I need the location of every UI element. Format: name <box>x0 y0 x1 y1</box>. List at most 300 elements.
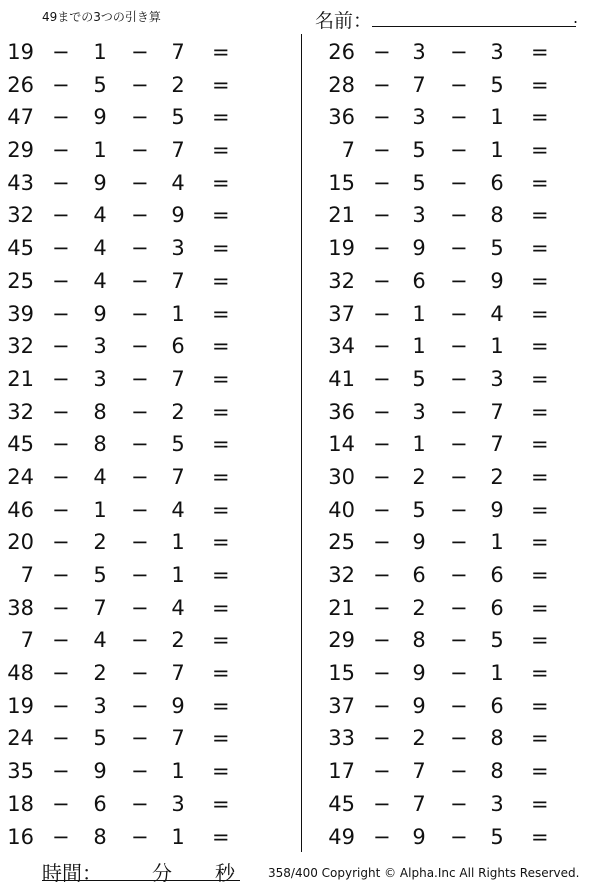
minus-sign: − <box>52 334 70 359</box>
second-number: 7 <box>412 791 426 816</box>
minus-sign: − <box>373 72 391 97</box>
minus-sign: − <box>52 595 70 620</box>
first-number: 25 <box>328 530 355 555</box>
equals-sign: = <box>212 661 230 686</box>
third-number: 5 <box>171 105 185 130</box>
minus-sign: − <box>450 40 468 64</box>
equals-sign: = <box>531 399 549 424</box>
equals-sign: = <box>531 661 549 686</box>
minus-sign: − <box>373 563 391 587</box>
equals-sign: = <box>212 628 230 653</box>
minus-sign: − <box>52 726 70 751</box>
first-number: 15 <box>328 661 355 686</box>
first-number: 25 <box>7 268 34 293</box>
third-number: 1 <box>171 563 185 587</box>
first-number: 28 <box>328 72 355 97</box>
first-number: 21 <box>328 595 355 620</box>
first-number: 21 <box>7 366 34 391</box>
minus-sign: − <box>373 40 391 64</box>
minus-sign: − <box>131 661 149 686</box>
minus-sign: − <box>373 366 391 391</box>
minus-sign: − <box>373 530 391 555</box>
minus-sign: − <box>373 759 391 784</box>
second-number: 9 <box>93 301 107 326</box>
minus-sign: − <box>373 138 391 163</box>
minus-sign: − <box>373 170 391 195</box>
second-number: 3 <box>93 366 107 391</box>
third-number: 6 <box>171 334 185 359</box>
second-number: 5 <box>93 563 107 587</box>
minus-sign: − <box>52 530 70 555</box>
second-number: 4 <box>93 628 107 653</box>
third-number: 3 <box>171 791 185 816</box>
second-number: 1 <box>93 497 107 522</box>
second-number: 7 <box>412 759 426 784</box>
first-number: 34 <box>328 334 355 359</box>
third-number: 7 <box>171 661 185 686</box>
third-number: 1 <box>490 334 504 359</box>
equals-sign: = <box>531 530 549 555</box>
equals-sign: = <box>212 595 230 620</box>
equals-sign: = <box>531 563 549 587</box>
equals-sign: = <box>212 203 230 228</box>
equals-sign: = <box>212 530 230 555</box>
first-number: 45 <box>7 432 34 457</box>
minus-sign: − <box>131 791 149 816</box>
first-number: 26 <box>7 72 34 97</box>
second-number: 5 <box>93 726 107 751</box>
minus-sign: − <box>52 563 70 587</box>
minus-sign: − <box>373 105 391 130</box>
minus-sign: − <box>373 824 391 849</box>
second-number: 1 <box>93 138 107 163</box>
third-number: 4 <box>171 497 185 522</box>
second-number: 6 <box>412 563 426 587</box>
second-number: 9 <box>93 170 107 195</box>
second-number: 3 <box>412 40 426 64</box>
first-number: 19 <box>7 40 34 64</box>
minus-sign: − <box>450 203 468 228</box>
first-number: 15 <box>328 170 355 195</box>
minus-sign: − <box>373 236 391 261</box>
third-number: 4 <box>490 301 504 326</box>
minus-sign: − <box>131 563 149 587</box>
time-underline <box>42 880 240 881</box>
second-number: 3 <box>93 334 107 359</box>
first-number: 32 <box>7 399 34 424</box>
third-number: 7 <box>171 464 185 489</box>
third-number: 8 <box>490 759 504 784</box>
minus-sign: − <box>131 464 149 489</box>
equals-sign: = <box>531 268 549 293</box>
minus-sign: − <box>52 464 70 489</box>
minus-sign: − <box>131 693 149 718</box>
minus-sign: − <box>131 138 149 163</box>
second-number: 2 <box>412 464 426 489</box>
name-field-line[interactable] <box>372 26 576 27</box>
seconds-label: 秒 <box>215 861 235 885</box>
first-number: 29 <box>7 138 34 163</box>
second-number: 8 <box>93 399 107 424</box>
minus-sign: − <box>450 334 468 359</box>
first-number: 14 <box>328 432 355 457</box>
third-number: 7 <box>171 138 185 163</box>
second-number: 9 <box>412 530 426 555</box>
minus-sign: − <box>131 628 149 653</box>
minus-sign: − <box>131 72 149 97</box>
first-number: 41 <box>328 366 355 391</box>
minus-sign: − <box>373 497 391 522</box>
name-label: 名前： <box>315 10 373 32</box>
first-number: 29 <box>328 628 355 653</box>
second-number: 6 <box>412 268 426 293</box>
equals-sign: = <box>531 40 549 64</box>
name-field-dot: . <box>573 8 579 27</box>
equals-sign: = <box>212 170 230 195</box>
minus-sign: − <box>373 203 391 228</box>
minus-sign: − <box>373 726 391 751</box>
minus-sign: − <box>52 693 70 718</box>
minus-sign: − <box>52 138 70 163</box>
second-number: 2 <box>93 530 107 555</box>
minus-sign: − <box>131 595 149 620</box>
copyright-text: 358/400 Copyright © Alpha.Inc All Rights Reserved. <box>268 866 580 880</box>
first-number: 37 <box>328 693 355 718</box>
second-number: 1 <box>412 301 426 326</box>
second-number: 2 <box>412 595 426 620</box>
minus-sign: − <box>450 72 468 97</box>
minus-sign: − <box>131 530 149 555</box>
minus-sign: − <box>131 301 149 326</box>
minus-sign: − <box>450 301 468 326</box>
minus-sign: − <box>131 759 149 784</box>
minus-sign: − <box>52 399 70 424</box>
third-number: 7 <box>171 40 185 64</box>
equals-sign: = <box>531 824 549 849</box>
minus-sign: − <box>450 530 468 555</box>
first-number: 32 <box>7 334 34 359</box>
first-number: 32 <box>328 563 355 587</box>
first-number: 24 <box>7 464 34 489</box>
third-number: 2 <box>490 464 504 489</box>
second-number: 5 <box>412 366 426 391</box>
minus-sign: − <box>52 661 70 686</box>
third-number: 2 <box>171 628 185 653</box>
minus-sign: − <box>450 268 468 293</box>
minus-sign: − <box>450 563 468 587</box>
third-number: 1 <box>490 530 504 555</box>
minus-sign: − <box>450 595 468 620</box>
third-number: 1 <box>490 138 504 163</box>
third-number: 4 <box>171 595 185 620</box>
minus-sign: − <box>52 40 70 64</box>
minus-sign: − <box>131 726 149 751</box>
minus-sign: − <box>373 595 391 620</box>
equals-sign: = <box>212 40 230 64</box>
minus-sign: − <box>373 432 391 457</box>
time-label: 時間： <box>42 861 102 885</box>
third-number: 7 <box>490 399 504 424</box>
first-number: 32 <box>328 268 355 293</box>
minus-sign: − <box>450 236 468 261</box>
first-number: 38 <box>7 595 34 620</box>
minutes-label: 分 <box>152 861 172 885</box>
third-number: 3 <box>490 791 504 816</box>
equals-sign: = <box>212 72 230 97</box>
minus-sign: − <box>450 138 468 163</box>
equals-sign: = <box>531 693 549 718</box>
second-number: 9 <box>93 759 107 784</box>
third-number: 7 <box>490 432 504 457</box>
first-number: 46 <box>7 497 34 522</box>
second-number: 4 <box>93 203 107 228</box>
minus-sign: − <box>131 105 149 130</box>
second-number: 9 <box>93 105 107 130</box>
equals-sign: = <box>212 334 230 359</box>
third-number: 7 <box>171 726 185 751</box>
minus-sign: − <box>450 366 468 391</box>
second-number: 6 <box>93 791 107 816</box>
first-number: 19 <box>328 236 355 261</box>
equals-sign: = <box>212 464 230 489</box>
minus-sign: − <box>450 693 468 718</box>
minus-sign: − <box>52 497 70 522</box>
equals-sign: = <box>531 170 549 195</box>
minus-sign: − <box>373 301 391 326</box>
third-number: 4 <box>171 170 185 195</box>
second-number: 3 <box>412 203 426 228</box>
second-number: 3 <box>412 399 426 424</box>
minus-sign: − <box>52 105 70 130</box>
minus-sign: − <box>450 824 468 849</box>
minus-sign: − <box>450 497 468 522</box>
minus-sign: − <box>52 268 70 293</box>
minus-sign: − <box>450 791 468 816</box>
second-number: 5 <box>412 138 426 163</box>
first-number: 19 <box>7 693 34 718</box>
third-number: 8 <box>490 726 504 751</box>
first-number: 17 <box>328 759 355 784</box>
first-number: 32 <box>7 203 34 228</box>
equals-sign: = <box>212 236 230 261</box>
minus-sign: − <box>52 432 70 457</box>
minus-sign: − <box>52 72 70 97</box>
equals-sign: = <box>212 399 230 424</box>
minus-sign: − <box>52 236 70 261</box>
third-number: 6 <box>490 595 504 620</box>
second-number: 8 <box>93 824 107 849</box>
first-number: 26 <box>328 40 355 64</box>
first-number: 47 <box>7 105 34 130</box>
second-number: 9 <box>412 661 426 686</box>
second-number: 5 <box>412 170 426 195</box>
minus-sign: − <box>450 726 468 751</box>
third-number: 5 <box>490 824 504 849</box>
third-number: 5 <box>490 236 504 261</box>
equals-sign: = <box>212 105 230 130</box>
first-number: 7 <box>20 563 34 587</box>
first-number: 49 <box>328 824 355 849</box>
third-number: 3 <box>490 40 504 64</box>
first-number: 35 <box>7 759 34 784</box>
minus-sign: − <box>131 40 149 64</box>
second-number: 2 <box>93 661 107 686</box>
equals-sign: = <box>212 497 230 522</box>
second-number: 9 <box>412 236 426 261</box>
equals-sign: = <box>531 301 549 326</box>
minus-sign: − <box>450 759 468 784</box>
first-number: 43 <box>7 170 34 195</box>
minus-sign: − <box>131 203 149 228</box>
second-number: 5 <box>412 497 426 522</box>
second-number: 3 <box>412 105 426 130</box>
third-number: 5 <box>171 432 185 457</box>
equals-sign: = <box>531 72 549 97</box>
first-number: 30 <box>328 464 355 489</box>
first-number: 39 <box>7 301 34 326</box>
first-number: 36 <box>328 399 355 424</box>
second-number: 9 <box>412 824 426 849</box>
first-number: 7 <box>20 628 34 653</box>
equals-sign: = <box>212 791 230 816</box>
minus-sign: − <box>52 628 70 653</box>
third-number: 1 <box>171 824 185 849</box>
third-number: 1 <box>171 759 185 784</box>
first-number: 45 <box>328 791 355 816</box>
second-number: 1 <box>412 432 426 457</box>
minus-sign: − <box>450 628 468 653</box>
minus-sign: − <box>52 366 70 391</box>
first-number: 18 <box>7 791 34 816</box>
minus-sign: − <box>373 791 391 816</box>
second-number: 7 <box>93 595 107 620</box>
equals-sign: = <box>212 759 230 784</box>
equals-sign: = <box>212 726 230 751</box>
equals-sign: = <box>212 268 230 293</box>
equals-sign: = <box>531 105 549 130</box>
minus-sign: − <box>373 661 391 686</box>
minus-sign: − <box>131 236 149 261</box>
minus-sign: − <box>52 791 70 816</box>
equals-sign: = <box>531 334 549 359</box>
equals-sign: = <box>531 791 549 816</box>
third-number: 9 <box>171 693 185 718</box>
worksheet-title: 49までの3つの引き算 <box>42 10 161 24</box>
third-number: 7 <box>171 268 185 293</box>
minus-sign: − <box>450 464 468 489</box>
third-number: 9 <box>490 497 504 522</box>
equals-sign: = <box>212 824 230 849</box>
first-number: 33 <box>328 726 355 751</box>
third-number: 3 <box>171 236 185 261</box>
second-number: 5 <box>93 72 107 97</box>
first-number: 20 <box>7 530 34 555</box>
third-number: 8 <box>490 203 504 228</box>
second-number: 4 <box>93 236 107 261</box>
first-number: 36 <box>328 105 355 130</box>
second-number: 2 <box>412 726 426 751</box>
first-number: 21 <box>328 203 355 228</box>
second-number: 8 <box>412 628 426 653</box>
second-number: 9 <box>412 693 426 718</box>
first-number: 45 <box>7 236 34 261</box>
equals-sign: = <box>531 366 549 391</box>
third-number: 5 <box>490 72 504 97</box>
second-number: 3 <box>93 693 107 718</box>
equals-sign: = <box>531 464 549 489</box>
third-number: 6 <box>490 170 504 195</box>
minus-sign: − <box>450 399 468 424</box>
second-number: 1 <box>412 334 426 359</box>
first-number: 40 <box>328 497 355 522</box>
minus-sign: − <box>450 661 468 686</box>
first-number: 48 <box>7 661 34 686</box>
third-number: 7 <box>171 366 185 391</box>
equals-sign: = <box>531 236 549 261</box>
equals-sign: = <box>212 301 230 326</box>
equals-sign: = <box>531 138 549 163</box>
minus-sign: − <box>373 464 391 489</box>
equals-sign: = <box>212 432 230 457</box>
minus-sign: − <box>450 105 468 130</box>
third-number: 5 <box>490 628 504 653</box>
equals-sign: = <box>531 203 549 228</box>
third-number: 3 <box>490 366 504 391</box>
third-number: 1 <box>490 661 504 686</box>
minus-sign: − <box>131 497 149 522</box>
equals-sign: = <box>531 595 549 620</box>
third-number: 9 <box>490 268 504 293</box>
equals-sign: = <box>212 693 230 718</box>
first-number: 16 <box>7 824 34 849</box>
minus-sign: − <box>52 759 70 784</box>
equals-sign: = <box>212 563 230 587</box>
minus-sign: − <box>131 432 149 457</box>
second-number: 8 <box>93 432 107 457</box>
third-number: 6 <box>490 563 504 587</box>
column-divider <box>301 34 302 852</box>
minus-sign: − <box>52 170 70 195</box>
minus-sign: − <box>450 432 468 457</box>
equals-sign: = <box>212 366 230 391</box>
third-number: 2 <box>171 72 185 97</box>
second-number: 4 <box>93 268 107 293</box>
minus-sign: − <box>373 628 391 653</box>
second-number: 4 <box>93 464 107 489</box>
minus-sign: − <box>52 824 70 849</box>
third-number: 1 <box>171 530 185 555</box>
equals-sign: = <box>531 759 549 784</box>
first-number: 24 <box>7 726 34 751</box>
second-number: 1 <box>93 40 107 64</box>
second-number: 7 <box>412 72 426 97</box>
third-number: 1 <box>490 105 504 130</box>
equals-sign: = <box>531 497 549 522</box>
third-number: 6 <box>490 693 504 718</box>
minus-sign: − <box>131 334 149 359</box>
third-number: 9 <box>171 203 185 228</box>
minus-sign: − <box>373 334 391 359</box>
equals-sign: = <box>531 628 549 653</box>
minus-sign: − <box>52 203 70 228</box>
minus-sign: − <box>450 170 468 195</box>
first-number: 37 <box>328 301 355 326</box>
equals-sign: = <box>531 726 549 751</box>
first-number: 7 <box>341 138 355 163</box>
minus-sign: − <box>373 693 391 718</box>
third-number: 1 <box>171 301 185 326</box>
equals-sign: = <box>531 432 549 457</box>
